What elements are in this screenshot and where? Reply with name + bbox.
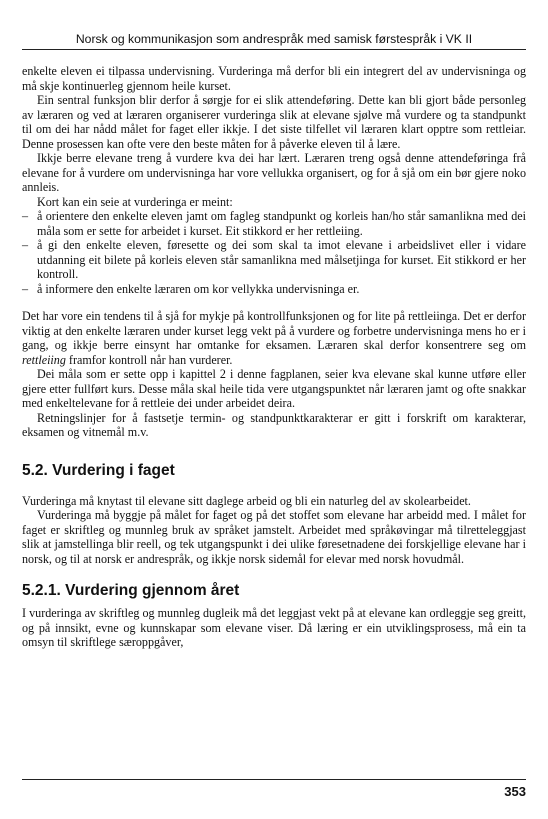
paragraph: I vurderinga av skriftleg og munnleg dugleik må det leggjast vekt på at elevane kan ordleggje seg greitt, og på innsikt, evne og kunnskapar som elevane viser. Då læring er ein utviklingsprosess, må ein ta omsyn til skriftlege særoppgåver, xyxy=(22,606,526,649)
emphasis-text: rettleiing xyxy=(22,352,66,367)
footer-rule xyxy=(22,779,526,780)
header-rule xyxy=(22,49,526,50)
subsection-heading: 5.2.1. Vurdering gjennom året xyxy=(22,582,240,599)
paragraph: Kort kan ein seie at vurderinga er meint: xyxy=(37,194,233,209)
page-number: 353 xyxy=(504,784,526,799)
list-item-text: å gi den enkelte eleven, føresette og dei som skal ta imot elevane i arbeidslivet eller i vidare utdanning eit bilete på korleis eleven står samanlikna med målsetjinga for kurset. Eit stikkord er her kontroll. xyxy=(37,238,526,281)
section-heading: 5.2. Vurdering i faget xyxy=(22,461,175,479)
paragraph: Retningslinjer for å fastsetje termin- og standpunktkarakterar er gitt i forskrift om karakterar, eksamen og vitnemål m.v. xyxy=(22,410,526,439)
dash-bullet: – xyxy=(22,281,29,296)
paragraph-text: Det har vore ein tendens til å sjå for mykje på kontrollfunksjonen og for lite på rettleiinga. Det er derfor viktig at den enkelte læraren under kurset legg vekt på å vurdere og forbetre undervisninga mens ho er i gang, og ikkje berre einsynt har omtanke for eksamen. Læraren skal derfor konsentrere seg om xyxy=(22,309,526,352)
paragraph: Ein sentral funksjon blir derfor å sørgje for ei slik attendeføring. Dette kan bli gjort både personleg av læraren og ved at læraren organiserer vurderinga slik at elevane sjølve må vurdere og ta standpunkt til om dei har nådd målet for faget eller ikkje. I det siste tilfellet vil læraren klart opptre som rettleiar. Denne prosessen kan ofte vere den beste måten for å påverke eleven til å lære. xyxy=(22,93,526,151)
paragraph: Ikkje berre elevane treng å vurdere kva dei har lært. Læraren treng også denne attendeføringa frå elevane for å vurdere om undervisninga har vore vellukka organisert, og for å sjå om ein bør gjere noko annleis. xyxy=(22,151,526,194)
list-item xyxy=(22,282,526,297)
paragraph: Vurderinga må byggje på målet for faget og på det stoffet som elevane har arbeidd med. I målet for faget er skriftleg og munnleg bruk av språket jamstelt. Arbeidet med språkøvingar må tilretteleggjast slik at jamstellinga blir reell, og tek utgangspunkt i dei ulike føresetnadene dei forskjellige elevane har i norsk, og til at norsk er andrespråk, og ikkje norsk sidemål for elevar med norsk hovudmål. xyxy=(22,508,526,566)
list-item xyxy=(22,209,526,238)
paragraph xyxy=(22,309,526,367)
dash-bullet: – xyxy=(22,238,29,252)
list-item-text: å orientere den enkelte eleven jamt om fagleg standpunkt og korleis han/ho står samanlikna med dei måla som er sette for arbeidet i kurset. Eit stikkord er her rettleiing. xyxy=(37,209,526,238)
list-item xyxy=(22,238,526,282)
dash-bullet: – xyxy=(22,209,29,223)
list-item-text: å informere den enkelte læraren om kor vellykka undervisninga er. xyxy=(37,281,360,296)
paragraph: Dei måla som er sette opp i kapittel 2 i denne fagplanen, seier kva elevane skal kunne utføre eller gjere etter fullført kurs. Desse måla skal heile tida vere utgangspunktet når læraren jamt og ofte snakkar med enkeltelevane for å rettleie dei under arbeidet deira. xyxy=(22,367,526,410)
paragraph-gap xyxy=(22,296,526,309)
paragraph: enkelte eleven ei tilpassa undervisning. Vurderinga må derfor bli ein integrert del av undervisninga og må skje kontinuerleg gjennom heile kurset. xyxy=(22,64,526,93)
purpose-list xyxy=(22,209,526,296)
page-body xyxy=(22,64,526,650)
paragraph: Vurderinga må knytast til elevane sitt daglege arbeid og bli ein naturleg del av skolearbeidet. xyxy=(22,493,471,508)
paragraph-text: framfor kontroll når han vurderer. xyxy=(68,352,233,367)
running-header: Norsk og kommunikasjon som andrespråk med samisk førstespråk i VK II xyxy=(75,32,473,46)
